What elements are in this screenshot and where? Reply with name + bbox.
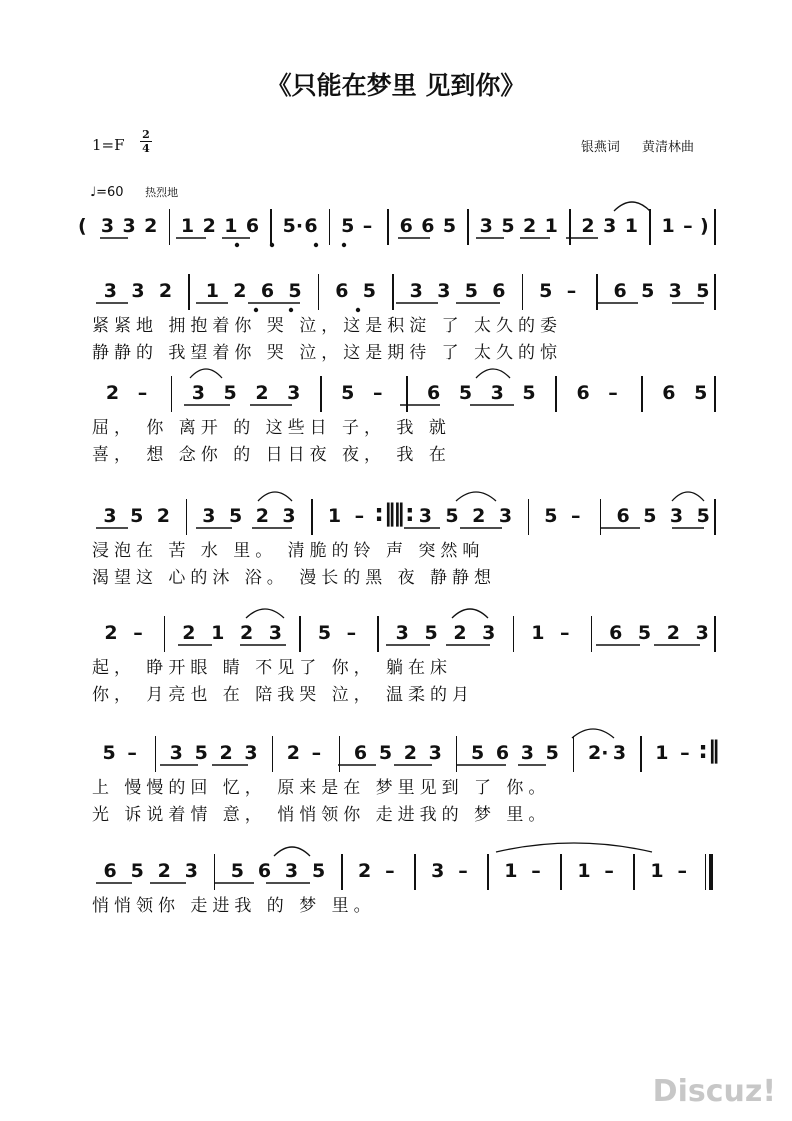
slur xyxy=(258,492,292,501)
system-4-note: 3 xyxy=(268,622,283,644)
lyric-line: 喜， 想 念你 的 日日夜 夜， 我 在 xyxy=(92,445,451,465)
system-5-note: 6 xyxy=(353,742,368,764)
system-5-note: – xyxy=(680,742,690,764)
slur xyxy=(274,847,310,856)
system-3-note: 3 xyxy=(103,505,117,527)
system-2-note: 5 xyxy=(223,382,237,404)
system-5-note: 5 xyxy=(102,742,116,764)
intro-low-dot xyxy=(235,243,239,247)
system-5-note: 2 xyxy=(219,742,233,764)
lyric-line: 上 慢慢的回 忆， 原来是在 梦里见到 了 你。 xyxy=(92,778,551,798)
system-5-note: 3 xyxy=(244,742,258,764)
system-1-note: 3 xyxy=(103,280,117,302)
time-signature-bottom: 4 xyxy=(142,142,150,155)
song-title: 《只能在梦里 见到你》 xyxy=(266,71,526,100)
system-5-note: – xyxy=(311,742,322,764)
low-octave-dot xyxy=(254,308,258,312)
system-6-note: 3 xyxy=(284,860,299,882)
system-3-note: – xyxy=(354,505,365,527)
time-signature-top: 2 xyxy=(142,128,150,141)
system-5-note: 3 xyxy=(428,742,442,764)
intro-note: – xyxy=(362,215,373,237)
system-6-note: – xyxy=(458,860,468,882)
system-6-note: 5 xyxy=(230,860,245,882)
system-1-note: 5 xyxy=(464,280,478,302)
intro-low-dot xyxy=(270,243,274,247)
lyric-line: 起， 睁开眼 睛 不见了 你， 躺在床 xyxy=(92,658,453,678)
system-1-note: 6 xyxy=(260,280,275,302)
intro-note: 1 xyxy=(661,215,675,237)
slur xyxy=(246,609,284,618)
system-4-note: 2 xyxy=(104,622,118,644)
system-4-note: 3 xyxy=(482,622,496,644)
system-2-note: 5 xyxy=(694,382,708,404)
system-2-note: 6 xyxy=(427,382,441,404)
slur xyxy=(672,492,704,501)
system-3-note: 3 xyxy=(202,505,216,527)
system-6-note: 1 xyxy=(577,860,591,882)
system-2-note: 6 xyxy=(576,382,590,404)
system-4-note: 3 xyxy=(695,622,709,644)
system-3-note: 6 xyxy=(616,505,630,527)
system-4-note: 6 xyxy=(609,622,623,644)
low-octave-dot xyxy=(289,308,293,312)
key-signature: 1=F xyxy=(92,136,125,154)
system-3-note: 1 xyxy=(327,505,342,527)
slur xyxy=(456,492,496,501)
intro-note: 1 xyxy=(180,215,195,237)
slur xyxy=(572,729,614,738)
lyric-line: 渴望这 心的沐 浴。 漫长的黑 夜 静静想 xyxy=(92,568,497,588)
intro-note: 2 xyxy=(202,215,216,237)
intro-note: – xyxy=(683,215,693,237)
slur xyxy=(452,609,488,618)
system-2-note: 5 xyxy=(522,382,536,404)
system-2-note: 3 xyxy=(191,382,205,404)
system-4-note: – xyxy=(346,622,357,644)
system-6-note: 6 xyxy=(257,860,272,882)
system-4-note: 1 xyxy=(211,622,225,644)
system-6-note: – xyxy=(604,860,614,882)
intro-note: 6 xyxy=(245,215,260,237)
lyric-line: 静静的 我望着你 哭 泣，这是期待 了 太久的惊 xyxy=(92,343,563,363)
intro-low-dot xyxy=(314,243,318,247)
intro-note: 5· xyxy=(282,215,304,237)
system-1-note: 5 xyxy=(696,280,710,302)
lyric-line: 光 诉说着情 意， 悄悄领你 走进我的 梦 里。 xyxy=(92,805,551,825)
system-2-note: – xyxy=(608,382,618,404)
system-5-note: 2· xyxy=(587,742,609,764)
system-4-note: 5 xyxy=(317,622,332,644)
system-4-note: 2 xyxy=(239,622,254,644)
system-3-note: 5 xyxy=(643,505,657,527)
system-1-note: 2 xyxy=(158,280,173,302)
system-4-note: 1 xyxy=(531,622,545,644)
system-4-note: 2 xyxy=(453,622,467,644)
system-6-note: 2 xyxy=(358,860,372,882)
system-2-note: – xyxy=(372,382,383,404)
system-3-note: 5 xyxy=(696,505,710,527)
intro-open-paren: ( xyxy=(78,215,87,237)
intro-low-dot xyxy=(342,243,346,247)
expression-mark: 热烈地 xyxy=(145,186,179,199)
system-1-note: 3 xyxy=(668,280,682,302)
system-5-note: 5 xyxy=(194,742,208,764)
system-4-note: – xyxy=(560,622,570,644)
intro-note: 3 xyxy=(122,215,136,237)
system-1-note: 6 xyxy=(613,280,627,302)
system-4-note: 5 xyxy=(637,622,652,644)
system-3-note: 2 xyxy=(156,505,171,527)
system-3-repeat-start: ‖: xyxy=(392,499,415,527)
lyric-line: 悄悄领你 走进我 的 梦 里。 xyxy=(92,896,376,916)
system-3-repeat-end: :‖ xyxy=(374,499,396,527)
system-3-note: 3 xyxy=(669,505,684,527)
lyric-line: 屈， 你 离开 的 这些日 子， 我 就 xyxy=(92,418,451,438)
system-2-note: – xyxy=(137,382,148,404)
intro-note: 3 xyxy=(603,215,617,237)
intro-note: 6 xyxy=(421,215,435,237)
system-1-note: 1 xyxy=(205,280,219,302)
intro-note: 2 xyxy=(144,215,158,237)
system-5-note: 5 xyxy=(470,742,485,764)
system-1-note: – xyxy=(566,280,577,302)
system-6-note: – xyxy=(531,860,541,882)
system-6-note: 5 xyxy=(312,860,326,882)
intro-note: 2 xyxy=(581,215,595,237)
system-4-note: 5 xyxy=(424,622,438,644)
intro-close-paren: ) xyxy=(700,215,709,237)
lyricist: 银燕词 xyxy=(580,140,620,155)
intro-note: 3 xyxy=(479,215,493,237)
system-4-note: – xyxy=(133,622,143,644)
system-3-note: 3 xyxy=(282,505,296,527)
intro-note: 1 xyxy=(544,215,558,237)
system-6-note: 1 xyxy=(504,860,518,882)
system-2-note: 6 xyxy=(662,382,676,404)
system-5-note: 5 xyxy=(545,742,559,764)
system-1-note: 3 xyxy=(131,280,145,302)
system-3-note: 5 xyxy=(445,505,459,527)
system-5-note: – xyxy=(127,742,137,764)
system-3-note: 2 xyxy=(472,505,486,527)
intro-note: 6 xyxy=(304,215,318,237)
system-5-note: 2 xyxy=(286,742,300,764)
intro-tie xyxy=(614,202,650,211)
intro-note: 1 xyxy=(624,215,638,237)
system-6-note: 6 xyxy=(103,860,117,882)
intro-note: 1 xyxy=(224,215,238,237)
lyric-line: 你， 月亮也 在 陪我哭 泣， 温柔的月 xyxy=(92,685,475,705)
intro-note: 2 xyxy=(522,215,537,237)
system-6-note: 1 xyxy=(650,860,664,882)
tie xyxy=(496,843,652,852)
tempo: ♩=60 xyxy=(90,185,124,200)
system-3-note: 3 xyxy=(418,505,432,527)
system-3-note: 5 xyxy=(228,505,243,527)
system-5-note: 1 xyxy=(655,742,669,764)
system-2-note: 2 xyxy=(105,382,120,404)
system-5-note: 3 xyxy=(169,742,183,764)
system-2-note: 2 xyxy=(255,382,269,404)
system-1-note: 6 xyxy=(335,280,349,302)
lyric-line: 紧紧地 拥抱着你 哭 泣，这是积淀 了 太久的委 xyxy=(92,316,563,336)
composer: 黄清林曲 xyxy=(641,140,694,155)
low-octave-dot xyxy=(356,308,360,312)
system-2-note: 3 xyxy=(490,382,504,404)
intro-note: 3 xyxy=(100,215,115,237)
system-3-note: 2 xyxy=(255,505,269,527)
intro-note: 5 xyxy=(501,215,515,237)
system-1-note: 5 xyxy=(539,280,553,302)
system-3-note: – xyxy=(571,505,581,527)
system-1-note: 5 xyxy=(641,280,655,302)
slur xyxy=(190,369,222,378)
system-1-note: 2 xyxy=(233,280,247,302)
intro-note: 5 xyxy=(442,215,457,237)
system-4-note: 2 xyxy=(182,622,196,644)
system-5-note: 3 xyxy=(612,742,627,764)
system-3-note: 3 xyxy=(498,505,513,527)
slur xyxy=(476,369,510,378)
system-1-note: 3 xyxy=(437,280,451,302)
system-5-repeat-end: :‖ xyxy=(698,736,720,764)
lyric-line: 浸泡在 苦 水 里。 清脆的铃 声 突然响 xyxy=(92,541,485,561)
system-4-note: 3 xyxy=(395,622,409,644)
system-6-note: 2 xyxy=(157,860,171,882)
system-1-note: 5 xyxy=(362,280,377,302)
system-2-note: 5 xyxy=(458,382,473,404)
system-2-note: 5 xyxy=(341,382,355,404)
system-6-note: 3 xyxy=(431,860,445,882)
system-6-note: – xyxy=(385,860,395,882)
intro-note: 6 xyxy=(399,215,413,237)
system-1-note: 3 xyxy=(409,280,423,302)
system-6-note: 3 xyxy=(184,860,198,882)
intro-note: 5 xyxy=(341,215,355,237)
system-5-note: 3 xyxy=(520,742,534,764)
system-3-note: 5 xyxy=(130,505,144,527)
system-6-note: 5 xyxy=(130,860,144,882)
system-2-note: 3 xyxy=(287,382,301,404)
system-1-note: 5 xyxy=(288,280,302,302)
system-5-note: 6 xyxy=(495,742,510,764)
system-3-note: 5 xyxy=(544,505,558,527)
system-1-note: 6 xyxy=(492,280,506,302)
watermark: Discuz! xyxy=(652,1074,776,1109)
system-6-note: – xyxy=(677,860,687,882)
system-5-note: 2 xyxy=(403,742,417,764)
system-4-note: 2 xyxy=(666,622,680,644)
system-5-note: 5 xyxy=(378,742,393,764)
